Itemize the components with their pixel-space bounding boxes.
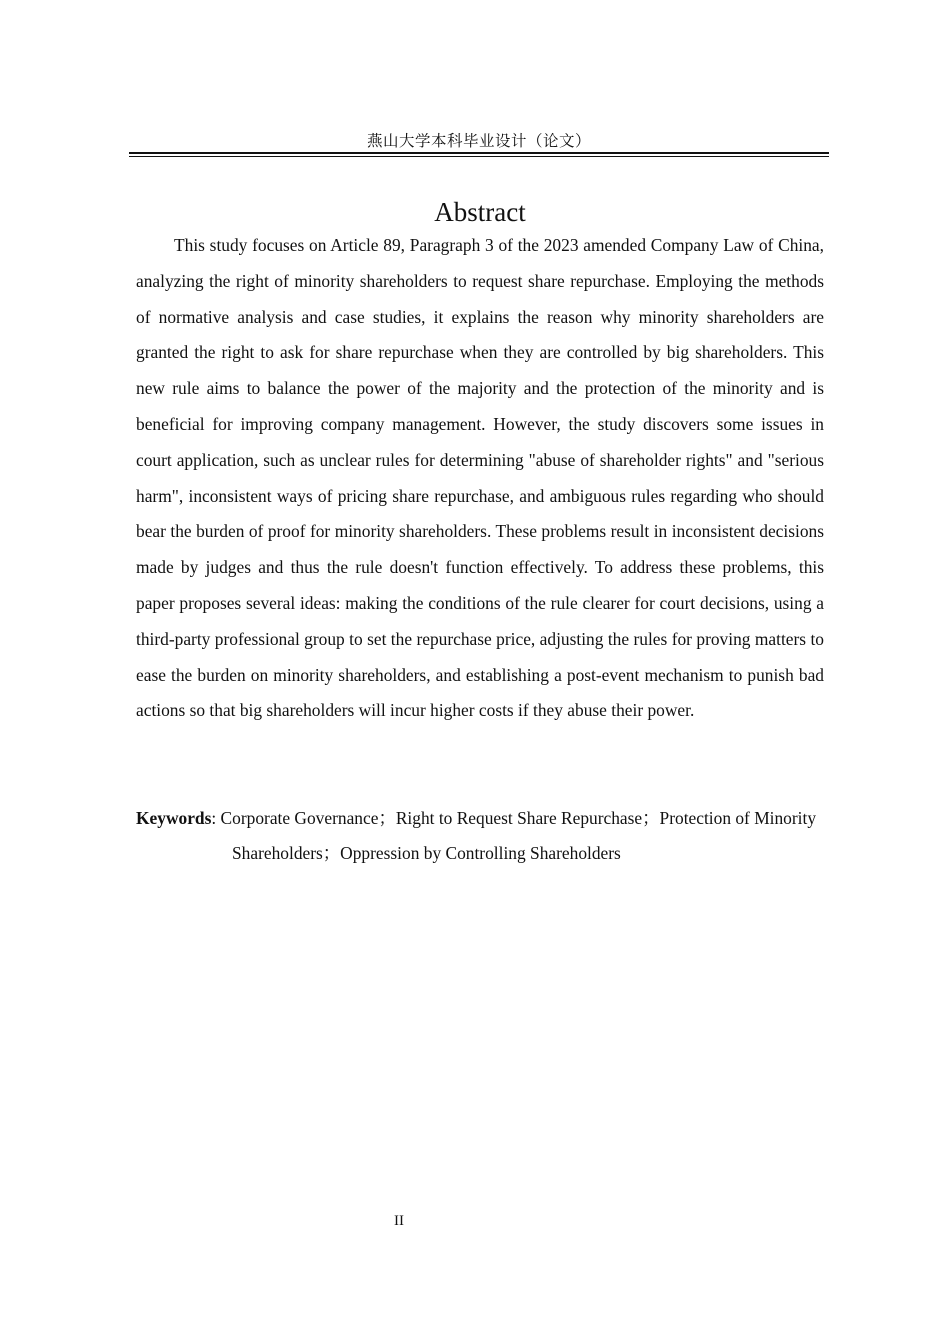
abstract-body: This study focuses on Article 89, Paragraph 3 of the 2023 amended Company Law of China, analyzing the right of minority shareholders to request share repurchase. Employing the methods of normative analysis and case studies, it explains the reason why minority shareholders are granted the right to ask for share repurchase when they are controlled by big shareholders. This new rule aims to balance the power of the majority and the protection of the minority and is beneficial for improving company management. However, the study discovers some issues in court application, such as unclear rules for determining "abuse of shareholder rights" and "serious harm", inconsistent ways of pricing share repurchase, and ambiguous rules regarding who should bear the burden of proof for minority shareholders. These problems result in inconsistent decisions made by judges and thus the rule doesn't function effectively. To address these problems, this paper proposes several ideas: making the conditions of the rule clearer for court decisions, using a third-party professional group to set the repurchase price, adjusting the rules for proving matters to ease the burden on minority shareholders, and establishing a post-event mechanism to punish bad actions so that big shareholders will incur higher costs if they abuse their power. (136, 235, 824, 721)
page-number: II (394, 1213, 404, 1229)
keywords-separator: : (211, 808, 221, 828)
abstract-heading: Abstract (434, 197, 526, 227)
page-header (129, 131, 829, 155)
keywords-text: Corporate Governance；Right to Request Share Repurchase；Protection of Minority Shareholders；Oppression by Controlling Shareholders (220, 808, 817, 863)
header-rule-thin (129, 156, 829, 157)
keywords-paragraph (136, 801, 826, 871)
header-title: 燕山大学本科毕业设计（论文） (366, 132, 591, 150)
header-rule-thick (129, 152, 829, 155)
keywords-label: Keywords (136, 808, 212, 828)
